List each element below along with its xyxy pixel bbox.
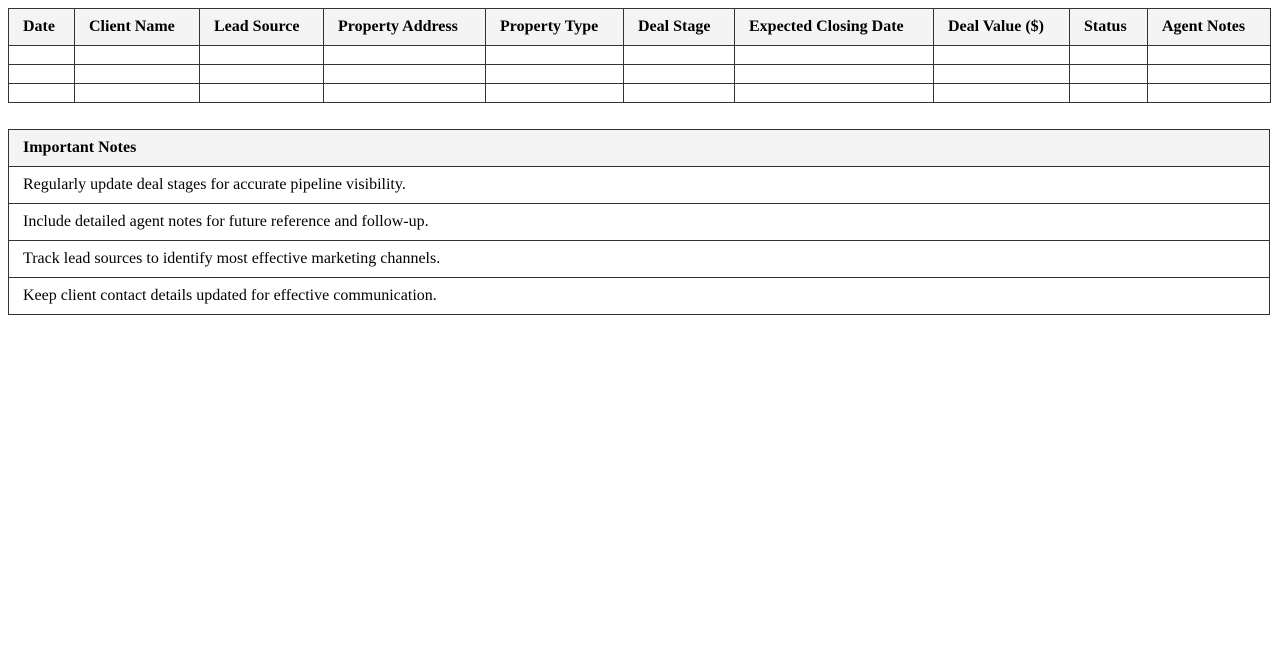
important-notes-table <box>8 129 1270 315</box>
table-cell <box>9 65 75 84</box>
page-content <box>8 8 1270 315</box>
table-cell <box>735 84 934 103</box>
column-header-client-name: Client Name <box>75 9 200 46</box>
table-body <box>9 46 1271 103</box>
table-cell <box>934 65 1070 84</box>
note-row <box>9 278 1270 315</box>
column-header-agent-notes: Agent Notes <box>1148 9 1271 46</box>
table-cell <box>200 84 324 103</box>
table-cell <box>486 84 624 103</box>
column-header-deal-value: Deal Value ($) <box>934 9 1070 46</box>
table-cell <box>486 65 624 84</box>
note-row <box>9 167 1270 204</box>
table-cell <box>735 65 934 84</box>
table-cell <box>1070 84 1148 103</box>
table-cell <box>1148 84 1271 103</box>
table-cell <box>624 84 735 103</box>
notes-header-row <box>9 130 1270 167</box>
column-header-property-type: Property Type <box>486 9 624 46</box>
table-cell <box>200 65 324 84</box>
table-cell <box>624 46 735 65</box>
table-row <box>9 84 1271 103</box>
deal-tracker-table <box>8 8 1271 103</box>
note-row <box>9 241 1270 278</box>
table-cell <box>324 46 486 65</box>
note-row <box>9 204 1270 241</box>
table-row <box>9 65 1271 84</box>
table-cell <box>624 65 735 84</box>
notes-title: Important Notes <box>9 130 1270 167</box>
table-cell <box>200 46 324 65</box>
column-header-property-address: Property Address <box>324 9 486 46</box>
note-text: Track lead sources to identify most effective marketing channels. <box>9 241 1270 278</box>
table-cell <box>9 46 75 65</box>
note-text: Include detailed agent notes for future reference and follow-up. <box>9 204 1270 241</box>
table-cell <box>9 84 75 103</box>
table-cell <box>75 46 200 65</box>
table-cell <box>486 46 624 65</box>
table-row <box>9 46 1271 65</box>
table-cell <box>1148 65 1271 84</box>
table-cell <box>324 65 486 84</box>
table-cell <box>934 84 1070 103</box>
note-text: Regularly update deal stages for accurate pipeline visibility. <box>9 167 1270 204</box>
column-header-deal-stage: Deal Stage <box>624 9 735 46</box>
table-cell <box>324 84 486 103</box>
column-header-expected-closing-date: Expected Closing Date <box>735 9 934 46</box>
table-cell <box>934 46 1070 65</box>
column-header-date: Date <box>9 9 75 46</box>
table-cell <box>1070 46 1148 65</box>
table-cell <box>1148 46 1271 65</box>
column-header-lead-source: Lead Source <box>200 9 324 46</box>
note-text: Keep client contact details updated for effective communication. <box>9 278 1270 315</box>
table-cell <box>1070 65 1148 84</box>
table-cell <box>75 65 200 84</box>
table-header-row <box>9 9 1271 46</box>
table-cell <box>735 46 934 65</box>
column-header-status: Status <box>1070 9 1148 46</box>
table-cell <box>75 84 200 103</box>
